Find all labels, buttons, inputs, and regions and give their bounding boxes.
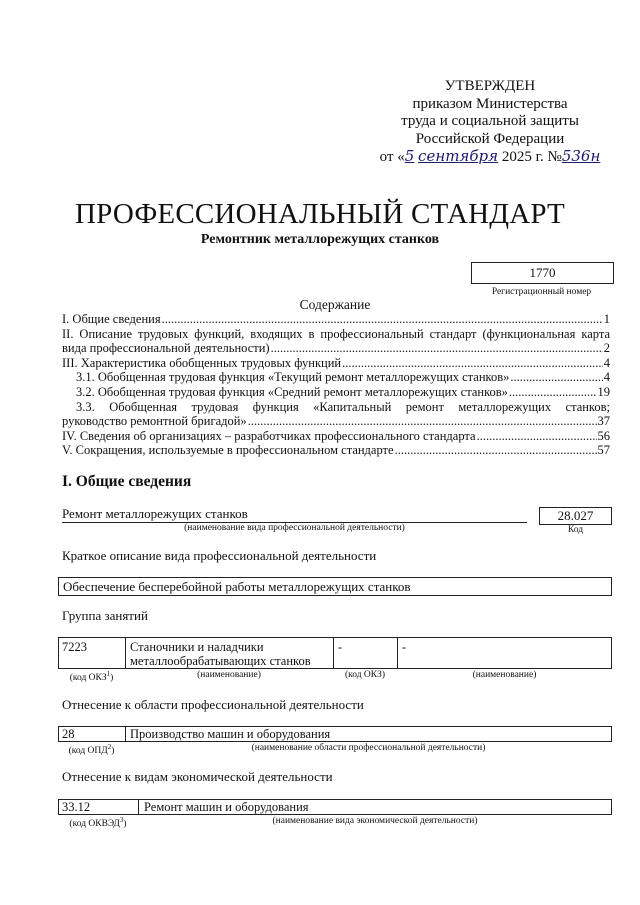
toc-item-3-3[interactable]: руководство ремонтной бригадой» ..... 37 — [62, 414, 610, 429]
toc-page: 4 — [603, 355, 610, 370]
occupation-name-1: Станочники и наладчики металлообрабатывающих станков — [130, 640, 311, 668]
approval-line-approved: УТВЕРЖДЕН — [444, 78, 536, 94]
section-1-heading: I. Общие сведения — [62, 473, 192, 490]
toc-item-3[interactable]: III. Характеристика обобщенных трудовых функций ..... 4 — [62, 356, 610, 371]
registration-number: 1770 — [471, 262, 614, 284]
activity-code: 28.027 — [539, 507, 612, 525]
toc-item-1[interactable]: I. Общие сведения ..... 1 — [62, 312, 610, 327]
caption-okz-code-2: (код ОКЗ) — [344, 670, 386, 680]
caption-okved-name: (наименование вида экономической деятельности) — [272, 816, 478, 826]
occupation-group-label: Группа занятий — [62, 608, 148, 623]
date-day: 5 — [404, 147, 415, 165]
toc-page: 1 — [603, 312, 610, 326]
caption-okz-code: (код ОКЗ$^1$) — [69, 670, 114, 684]
date-month: сентября — [418, 147, 499, 165]
toc-item-3-1[interactable]: 3.1. Обобщенная трудовая функция «Текущий ремонт металлорежущих станков» ..... 4 — [62, 370, 610, 385]
toc-page: 2 — [603, 341, 610, 356]
document-subtitle: Ремонтник металлорежущих станков — [200, 232, 440, 247]
table-of-contents — [62, 312, 610, 458]
order-number: 536н — [561, 147, 601, 165]
activity-name: Ремонт металлорежущих станков — [62, 506, 527, 523]
approval-date-line — [360, 148, 620, 167]
toc-page: 4 — [603, 370, 610, 385]
toc-page: 56 — [597, 428, 610, 443]
approval-line-ministry: труда и социальной защиты — [401, 113, 579, 129]
area-label: Отнесение к области профессиональной деятельности — [62, 697, 364, 712]
toc-item-4[interactable]: IV. Сведения об организациях – разработчиках профессионального стандарта ..... 56 — [62, 429, 610, 444]
caption-opd-code: (код ОПД$^2$) — [68, 743, 115, 757]
occupation-name-2: - — [402, 640, 407, 654]
econ-code: 33.12 — [62, 800, 91, 814]
occupation-code-2: - — [338, 640, 343, 654]
short-description: Обеспечение бесперебойной работы металлорежущих станков — [58, 577, 612, 596]
activity-name-caption: (наименование вида профессиональной деятельности) — [184, 523, 405, 533]
occupation-code-1: 7223 — [62, 640, 87, 654]
econ-name: Ремонт машин и оборудования — [144, 800, 309, 814]
caption-okz-name-2: (наименование) — [472, 670, 537, 680]
caption-okved-code: (код ОКВЭД$^3$) — [69, 816, 127, 830]
approval-block — [360, 78, 620, 167]
econ-table — [58, 799, 612, 815]
toc-page: 37 — [597, 414, 610, 429]
short-description-label: Краткое описание вида профессиональной деятельности — [62, 548, 377, 563]
date-prefix: от « — [379, 149, 405, 165]
document-title: ПРОФЕССИОНАЛЬНЫЙ СТАНДАРТ — [75, 198, 565, 230]
toc-item-2[interactable]: вида профессиональной деятельности) ..... 2 — [62, 341, 610, 356]
toc-item-3-3-line1[interactable]: 3.3. Обобщенная трудовая функция «Капитальный ремонт металлорежущих станков; — [76, 399, 610, 414]
approval-line-order: приказом Министерства — [412, 95, 568, 112]
toc-page: 57 — [597, 443, 610, 458]
code-caption: Код — [567, 525, 584, 535]
toc-page: 19 — [597, 384, 610, 399]
econ-label: Отнесение к видам экономической деятельности — [62, 769, 333, 784]
caption-okz-name: (наименование) — [197, 670, 261, 680]
date-year-text: 2025 г. № — [501, 149, 562, 165]
area-code: 28 — [62, 727, 75, 741]
contents-heading: Содержание — [299, 297, 371, 312]
area-name: Производство машин и оборудования — [130, 727, 331, 741]
registration-label: Регистрационный номер — [491, 287, 592, 297]
approval-line-country: Российской Федерации — [415, 130, 565, 147]
toc-item-3-2[interactable]: 3.2. Обобщенная трудовая функция «Средний ремонт металлорежущих станков» ..... 19 — [62, 385, 610, 400]
toc-item-5[interactable]: V. Сокращения, используемые в профессиональном стандарте ..... 57 — [62, 443, 610, 458]
caption-opd-name: (наименование области профессиональной деятельности) — [251, 743, 486, 753]
toc-item-2-line1[interactable]: II. Описание трудовых функций, входящих в профессиональный стандарт (функциональная карта — [62, 326, 610, 341]
